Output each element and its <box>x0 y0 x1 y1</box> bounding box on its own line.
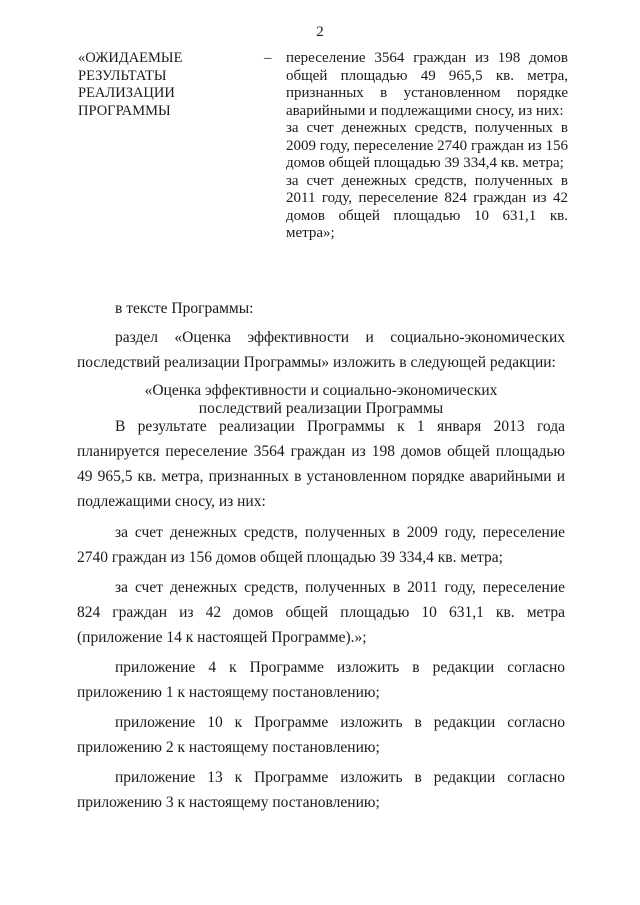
in-text-paragraph: в тексте Программы: <box>115 300 254 317</box>
expected-results-label <box>78 50 248 120</box>
expected-results-content <box>286 50 568 243</box>
section-heading <box>77 382 565 418</box>
funds-2011-paragraph: за счет денежных средств, полученных в 2011 году, переселение 824 граждан из 42 домов общей площадью 10 631,1 кв. метра (приложение 14 к настоящей Программе).»; <box>77 579 565 646</box>
section-intro-paragraph: раздел «Оценка эффективности и социально-экономических последствий реализации Программы» изложить в следующей редакции: <box>77 329 565 371</box>
label-line: ПРОГРАММЫ <box>78 102 171 119</box>
label-line: «ОЖИДАЕМЫЕ <box>78 50 183 66</box>
appendix-4-paragraph: приложение 4 к Программе изложить в редакции согласно приложению 1 к настоящему постановлению; <box>77 659 565 701</box>
heading-line: «Оценка эффективности и социально-экономических <box>144 382 498 399</box>
appendix-10-paragraph: приложение 10 к Программе изложить в редакции согласно приложению 2 к настоящему постановлению; <box>77 714 565 756</box>
funds-2009-paragraph: за счет денежных средств, полученных в 2009 году, переселение 2740 граждан из 156 домов общей площадью 39 334,4 кв. метра; <box>77 524 565 566</box>
page-number: 2 <box>316 24 324 40</box>
label-line: РЕАЛИЗАЦИИ <box>78 85 175 101</box>
result-paragraph: В результате реализации Программы к 1 января 2013 года планируется переселение 3564 граждан из 198 домов общей площадью 49 965,5 кв. метра, признанных в установленном порядке аварийными и подлежащими сносу, из них: <box>77 418 565 510</box>
results-paragraph: переселение 3564 граждан из 198 домов общей площадью 49 965,5 кв. метра, признанных в установленном порядке аварийными и подлежащими сносу, из них: <box>286 50 568 119</box>
list-dash: – <box>264 50 272 66</box>
heading-line: последствий реализации Программы <box>198 400 444 417</box>
appendix-13-paragraph: приложение 13 к Программе изложить в редакции согласно приложению 3 к настоящему постановлению; <box>77 769 565 811</box>
results-paragraph: за счет денежных средств, полученных в 2011 году, переселение 824 граждан из 42 домов общей площадью 10 631,1 кв. метра»; <box>286 172 568 241</box>
results-paragraph: за счет денежных средств, полученных в 2009 году, переселение 2740 граждан из 156 домов общей площадью 39 334,4 кв. метра; <box>286 120 568 171</box>
label-line: РЕЗУЛЬТАТЫ <box>78 67 167 84</box>
